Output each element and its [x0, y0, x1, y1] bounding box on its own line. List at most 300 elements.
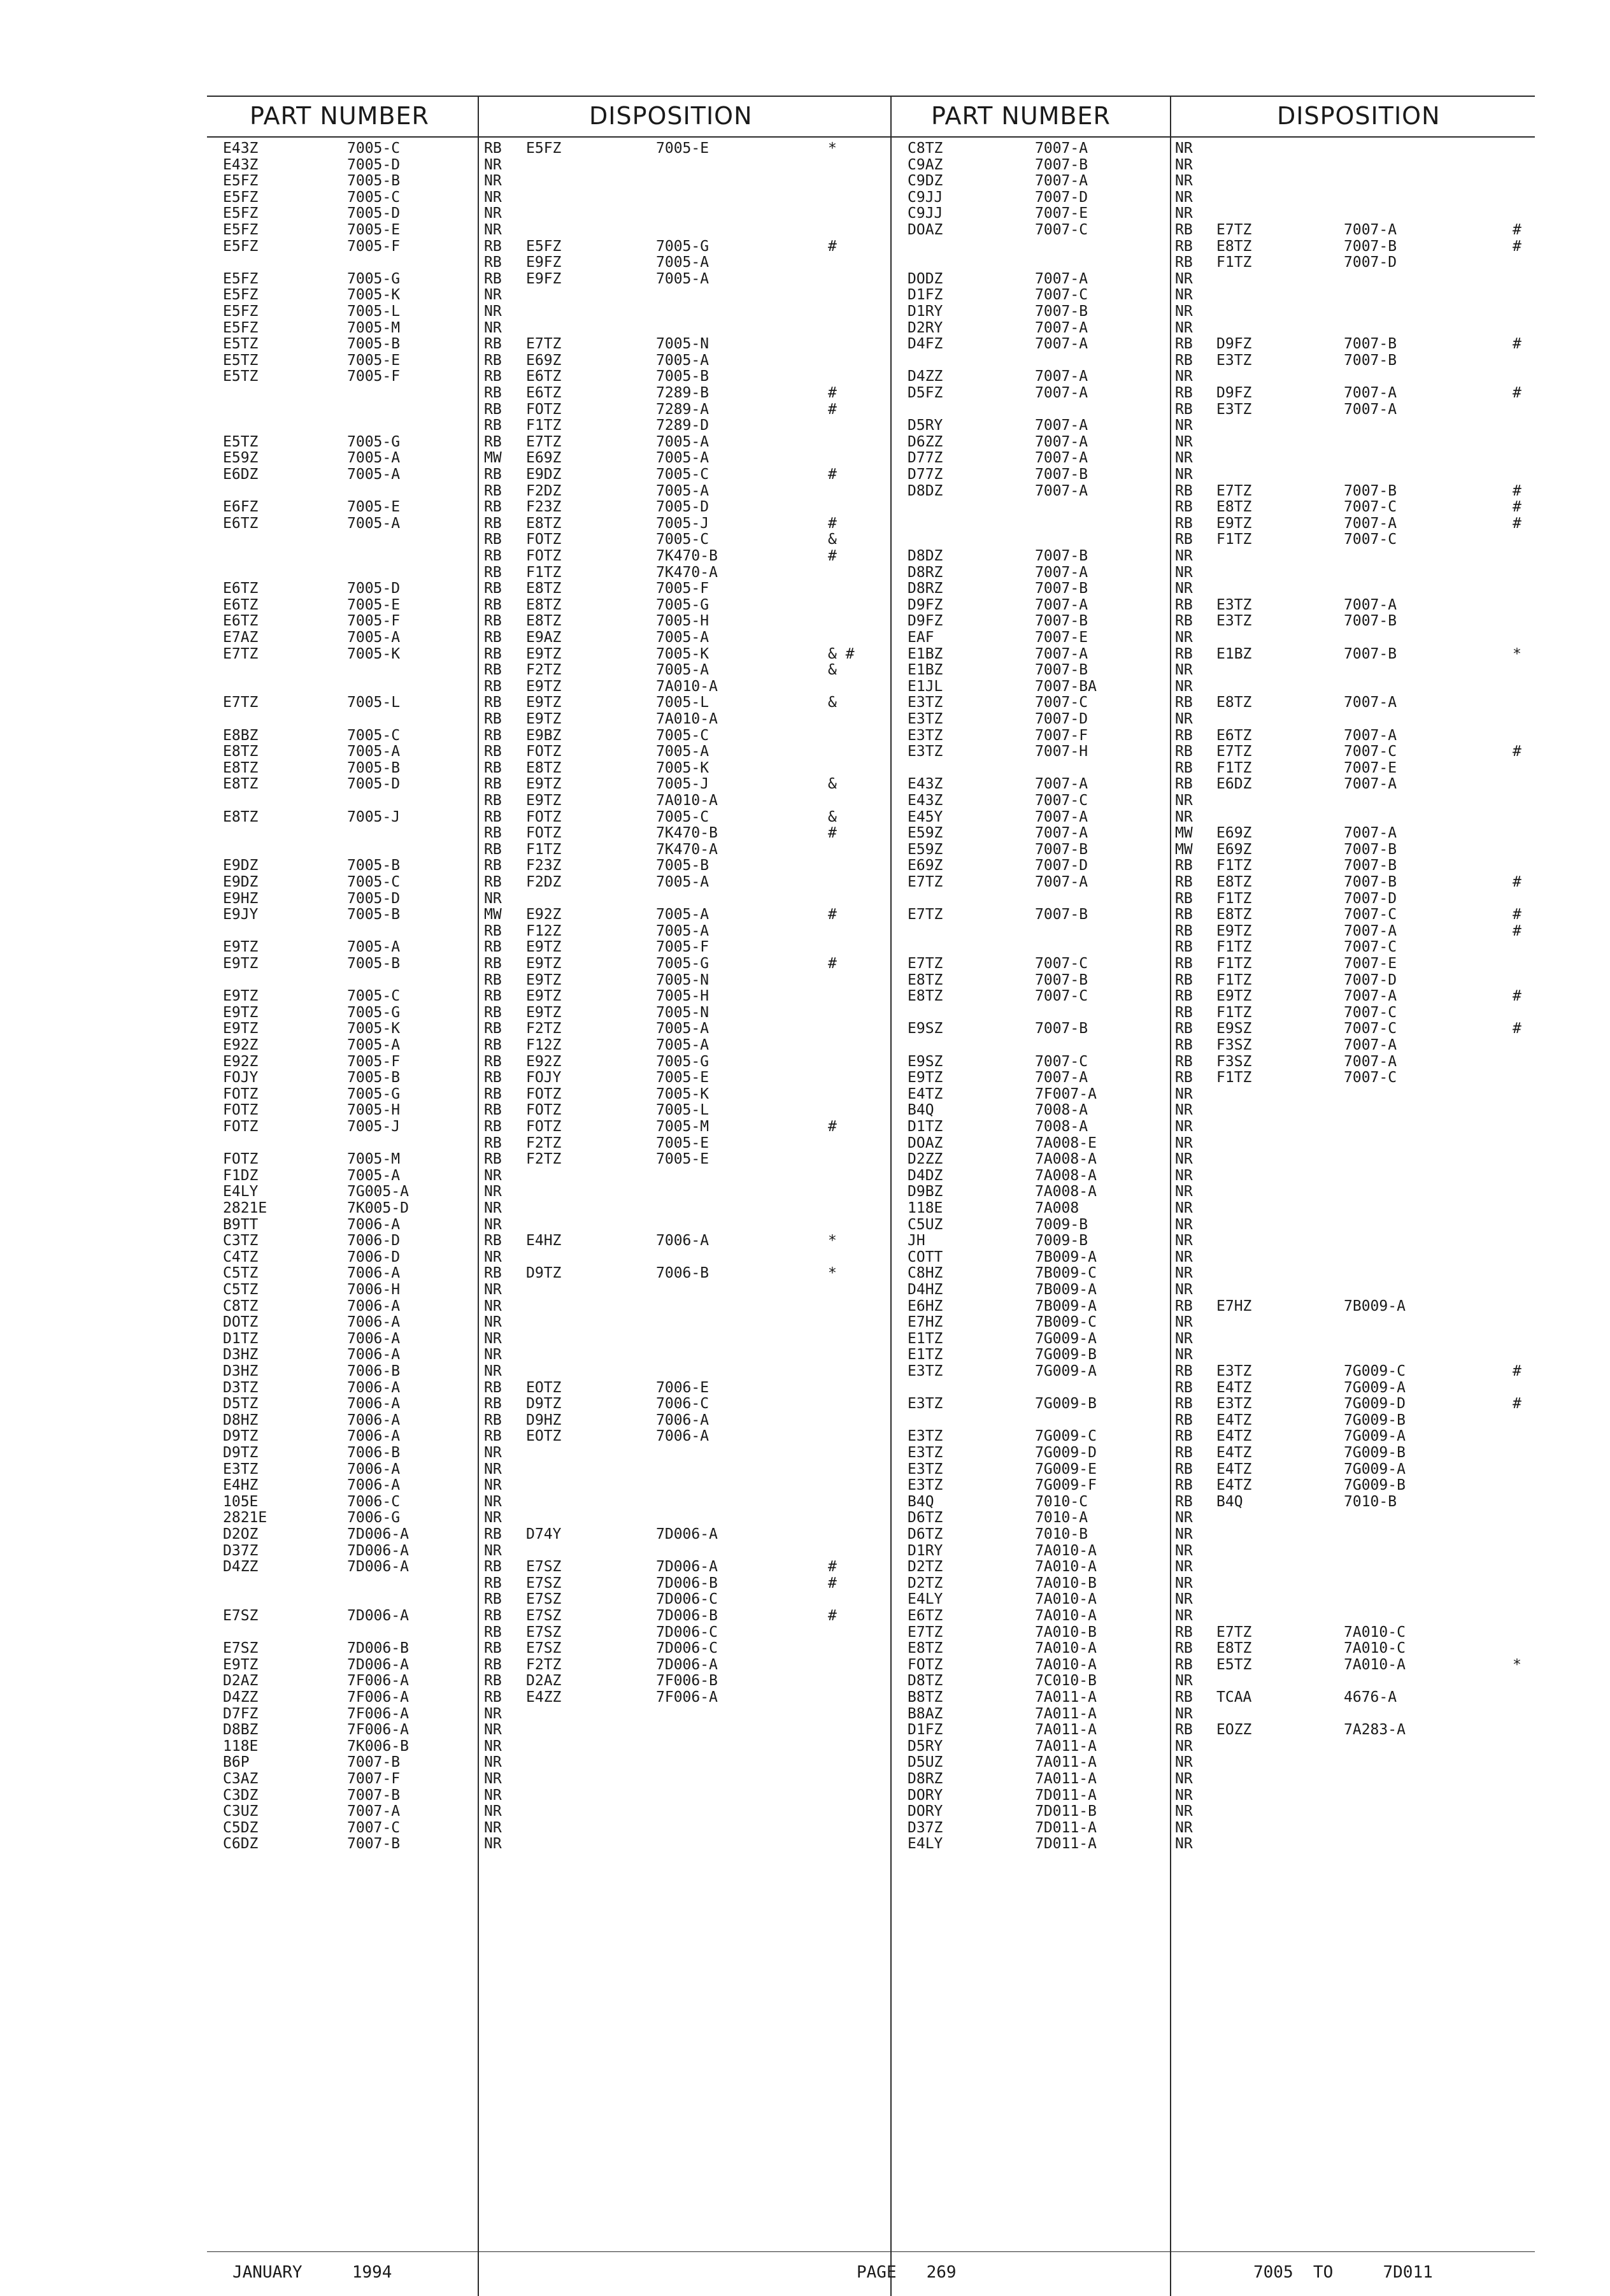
- table-row: [210, 157, 885, 173]
- part-suffix: 7005-A: [347, 1037, 401, 1053]
- part-suffix: 7005-K: [347, 1020, 401, 1037]
- part-number: E69Z: [908, 857, 943, 874]
- replacement-part: E5FZ: [526, 140, 562, 157]
- replacement-part: E69Z: [526, 450, 562, 467]
- replacement-suffix: 7005-A: [656, 1037, 709, 1053]
- part-suffix: 7008-A: [1035, 1102, 1088, 1119]
- part-suffix: 7G009-B: [1035, 1346, 1097, 1364]
- disposition-code: NR: [1175, 1118, 1193, 1135]
- disposition-code: NR: [1175, 1330, 1193, 1347]
- disposition-code: RB: [1175, 1460, 1193, 1478]
- replacement-suffix: 7005-F: [656, 580, 709, 597]
- replacement-part: E4TZ: [1216, 1477, 1252, 1494]
- part-number: C8HZ: [908, 1265, 943, 1282]
- disposition-code: NR: [484, 1493, 502, 1510]
- replacement-part: F23Z: [526, 857, 562, 874]
- replacement-part: E4HZ: [526, 1232, 562, 1250]
- part-suffix: 7007-A: [1035, 417, 1088, 434]
- part-number: D6TZ: [908, 1509, 943, 1527]
- replacement-part: F1TZ: [1216, 1069, 1252, 1087]
- part-suffix: 7007-A: [1035, 140, 1088, 157]
- part-suffix: 7007-C: [1035, 792, 1088, 809]
- table-row: [210, 1754, 885, 1771]
- disposition-code: RB: [484, 1069, 502, 1087]
- replacement-part: E4ZZ: [526, 1689, 562, 1706]
- replacement-suffix: 7005-A: [656, 482, 709, 499]
- table-row: [895, 222, 1538, 238]
- note-mark: #: [828, 825, 837, 842]
- part-number: E5FZ: [223, 287, 259, 304]
- disposition-code: RB: [484, 1689, 502, 1706]
- note-mark: #: [828, 401, 837, 418]
- replacement-part: FOTZ: [526, 548, 562, 564]
- part-number: E3TZ: [908, 1444, 943, 1461]
- part-number: E1JL: [908, 678, 943, 695]
- replacement-part: TCAA: [1216, 1689, 1252, 1706]
- replacement-suffix: 7A010-A: [1344, 1656, 1406, 1673]
- part-number: B6P: [223, 1754, 250, 1771]
- part-number: D4DZ: [908, 1167, 943, 1184]
- replacement-part: D9FZ: [1216, 385, 1252, 401]
- disposition-code: NR: [484, 1183, 502, 1201]
- table-row: [210, 678, 885, 695]
- part-number: C9DZ: [908, 173, 943, 190]
- replacement-suffix: 7005-A: [656, 270, 709, 287]
- disposition-code: RB: [484, 1395, 502, 1413]
- replacement-suffix: 7007-B: [1344, 352, 1397, 369]
- replacement-suffix: 7007-B: [1344, 613, 1397, 630]
- disposition-code: MW: [484, 906, 502, 923]
- part-suffix: 7005-K: [347, 645, 401, 662]
- part-suffix: 7006-H: [347, 1281, 401, 1298]
- part-suffix: 7005-D: [347, 580, 401, 597]
- table-row: [210, 1102, 885, 1118]
- replacement-part: E7SZ: [526, 1574, 562, 1592]
- part-number: E7TZ: [223, 694, 259, 711]
- replacement-suffix: 7007-A: [1344, 401, 1397, 418]
- part-number: E3TZ: [908, 1363, 943, 1380]
- part-suffix: 7007-B: [1035, 303, 1088, 320]
- table-row: [210, 613, 885, 629]
- part-number: B8AZ: [908, 1705, 943, 1722]
- part-suffix: 7006-A: [347, 1379, 401, 1396]
- disposition-code: NR: [484, 1771, 502, 1787]
- part-suffix: 7007-A: [1035, 173, 1088, 190]
- disposition-code: RB: [1175, 645, 1193, 662]
- disposition-code: NR: [484, 1297, 502, 1315]
- disposition-code: RB: [1175, 482, 1193, 499]
- part-suffix: 7D006-A: [347, 1526, 409, 1543]
- part-number: D6TZ: [908, 1526, 943, 1543]
- table-row: [210, 1738, 885, 1755]
- part-suffix: 7A010-A: [1035, 1640, 1097, 1657]
- part-number: 118E: [223, 1737, 259, 1755]
- replacement-suffix: 7A283-A: [1344, 1722, 1406, 1739]
- replacement-part: FOTZ: [526, 1118, 562, 1135]
- replacement-suffix: 7D006-A: [656, 1526, 718, 1543]
- part-number: DORY: [908, 1786, 943, 1804]
- replacement-part: E9TZ: [526, 1004, 562, 1021]
- part-suffix: 7D006-A: [347, 1542, 409, 1559]
- part-suffix: 7005-G: [347, 1085, 401, 1102]
- part-suffix: 7005-A: [347, 1167, 401, 1184]
- part-number: E6TZ: [223, 515, 259, 532]
- part-number: E8TZ: [223, 808, 259, 825]
- table-row: [210, 923, 885, 939]
- disposition-code: NR: [1175, 1167, 1193, 1184]
- table-row: [210, 287, 885, 303]
- disposition-code: RB: [484, 922, 502, 939]
- disposition-code: NR: [484, 189, 502, 206]
- part-suffix: 7006-D: [347, 1248, 401, 1266]
- table-row: [895, 483, 1538, 499]
- table-row: [895, 1657, 1538, 1673]
- table-row: [210, 1558, 885, 1575]
- table-row: [895, 988, 1538, 1004]
- replacement-suffix: 7007-C: [1344, 499, 1397, 516]
- replacement-suffix: 7A010-A: [656, 678, 718, 695]
- disposition-code: RB: [484, 759, 502, 776]
- disposition-code: NR: [1175, 711, 1193, 727]
- disposition-code: RB: [484, 971, 502, 988]
- table-row: [210, 1118, 885, 1135]
- table-row: [210, 890, 885, 907]
- replacement-suffix: 7007-A: [1344, 515, 1397, 532]
- part-number: E5FZ: [223, 189, 259, 206]
- disposition-code: RB: [484, 825, 502, 842]
- table-row: [210, 1575, 885, 1592]
- table-row: [210, 760, 885, 776]
- replacement-part: E9AZ: [526, 629, 562, 646]
- disposition-code: RB: [484, 531, 502, 548]
- disposition-code: NR: [484, 303, 502, 320]
- note-mark: &: [828, 776, 837, 793]
- part-number: C5DZ: [223, 1819, 259, 1836]
- part-number: C9AZ: [908, 156, 943, 173]
- replacement-suffix: 7007-C: [1344, 906, 1397, 923]
- part-number: E5FZ: [223, 270, 259, 287]
- disposition-code: NR: [484, 1281, 502, 1298]
- part-number: E1BZ: [908, 645, 943, 662]
- disposition-code: RB: [1175, 1037, 1193, 1053]
- part-suffix: 7C010-B: [1035, 1672, 1097, 1690]
- table-row: [895, 1689, 1538, 1706]
- table-row: [895, 841, 1538, 858]
- part-number: D9TZ: [223, 1444, 259, 1461]
- disposition-code: RB: [1175, 1493, 1193, 1510]
- disposition-code: RB: [484, 499, 502, 516]
- part-number: E7TZ: [908, 1623, 943, 1641]
- table-row: [210, 841, 885, 858]
- table-row: [210, 776, 885, 792]
- table-row: [210, 1444, 885, 1461]
- part-number: D3TZ: [223, 1379, 259, 1396]
- part-number: E3TZ: [223, 1460, 259, 1478]
- disposition-code: NR: [1175, 1836, 1193, 1853]
- replacement-part: FOTZ: [526, 531, 562, 548]
- replacement-part: E8TZ: [1216, 694, 1252, 711]
- part-number: E43Z: [223, 140, 259, 157]
- replacement-part: F1TZ: [1216, 531, 1252, 548]
- disposition-code: RB: [484, 857, 502, 874]
- replacement-part: FOTZ: [526, 401, 562, 418]
- table-row: [210, 906, 885, 923]
- table-row: [895, 189, 1538, 206]
- replacement-part: E7TZ: [526, 336, 562, 353]
- part-number: FOJY: [223, 1069, 259, 1087]
- replacement-suffix: 7005-M: [656, 1118, 709, 1135]
- part-number: D1FZ: [908, 287, 943, 304]
- part-number: DOAZ: [908, 1134, 943, 1152]
- replacement-part: E8TZ: [526, 759, 562, 776]
- part-suffix: 7006-A: [347, 1428, 401, 1445]
- disposition-code: NR: [1175, 1542, 1193, 1559]
- part-suffix: 7005-C: [347, 874, 401, 890]
- part-number: C4TZ: [223, 1248, 259, 1266]
- replacement-suffix: 7007-A: [1344, 385, 1397, 401]
- replacement-suffix: 7005-E: [656, 1069, 709, 1087]
- replacement-suffix: 7G009-A: [1344, 1379, 1406, 1396]
- disposition-code: RB: [484, 1574, 502, 1592]
- disposition-code: NR: [484, 890, 502, 907]
- replacement-part: FOTZ: [526, 743, 562, 760]
- replacement-suffix: 7005-A: [656, 874, 709, 890]
- replacement-suffix: 7D006-C: [656, 1640, 718, 1657]
- table-row: [895, 857, 1538, 874]
- part-suffix: 7006-A: [347, 1297, 401, 1315]
- note-mark: *: [1513, 1656, 1521, 1673]
- table-row: [210, 1494, 885, 1510]
- table-row: [895, 678, 1538, 695]
- disposition-header: DISPOSITION: [1277, 102, 1441, 130]
- part-suffix: 7D011-A: [1035, 1819, 1097, 1836]
- part-suffix: 7005-A: [347, 466, 401, 483]
- part-suffix: 7D006-A: [347, 1558, 409, 1576]
- note-mark: #: [1513, 988, 1521, 1005]
- replacement-suffix: 7D006-B: [656, 1574, 718, 1592]
- disposition-code: NR: [1175, 1216, 1193, 1233]
- replacement-suffix: 7005-J: [656, 776, 709, 793]
- part-number: D8HZ: [223, 1411, 259, 1429]
- disposition-code: NR: [1175, 417, 1193, 434]
- table-row: [210, 727, 885, 744]
- table-row: [210, 1657, 885, 1673]
- disposition-code: RB: [484, 254, 502, 271]
- part-suffix: 7007-B: [1035, 580, 1088, 597]
- disposition-code: RB: [484, 662, 502, 679]
- table-row: [895, 254, 1538, 271]
- part-number: E9DZ: [223, 857, 259, 874]
- disposition-code: NR: [484, 1722, 502, 1739]
- disposition-code: RB: [1175, 222, 1193, 238]
- table-row: [895, 1543, 1538, 1559]
- part-suffix: 7007-A: [1035, 1069, 1088, 1087]
- part-suffix: 7007-B: [1035, 156, 1088, 173]
- replacement-part: E3TZ: [1216, 1363, 1252, 1380]
- part-suffix: 7010-C: [1035, 1493, 1088, 1510]
- table-row: [210, 825, 885, 841]
- replacement-suffix: 7007-A: [1344, 222, 1397, 238]
- part-number: D4FZ: [908, 336, 943, 353]
- table-row: [210, 580, 885, 597]
- part-number: DODZ: [908, 270, 943, 287]
- disposition-code: NR: [484, 173, 502, 190]
- replacement-part: E3TZ: [1216, 352, 1252, 369]
- table-row: [895, 923, 1538, 939]
- table-row: [210, 515, 885, 532]
- table-row: [895, 303, 1538, 320]
- replacement-suffix: 7005-F: [656, 939, 709, 956]
- disposition-code: RB: [1175, 515, 1193, 532]
- disposition-code: NR: [1175, 466, 1193, 483]
- disposition-code: RB: [484, 1232, 502, 1250]
- table-row: [895, 1330, 1538, 1347]
- table-row: [210, 1281, 885, 1298]
- part-suffix: 7005-D: [347, 205, 401, 222]
- disposition-code: NR: [1175, 270, 1193, 287]
- part-number: E5TZ: [223, 352, 259, 369]
- replacement-part: E7HZ: [1216, 1297, 1252, 1315]
- part-suffix: 7A008-E: [1035, 1134, 1097, 1152]
- part-number: D5TZ: [223, 1395, 259, 1413]
- part-number: 2821E: [223, 1200, 267, 1216]
- replacement-suffix: 7005-A: [656, 352, 709, 369]
- part-suffix: 7F006-A: [347, 1672, 409, 1690]
- replacement-suffix: 7007-A: [1344, 1037, 1397, 1053]
- note-mark: *: [828, 140, 837, 157]
- part-number: D5RY: [908, 417, 943, 434]
- disposition-code: NR: [1175, 1558, 1193, 1576]
- table-row: [210, 874, 885, 890]
- table-row: [210, 271, 885, 287]
- part-suffix: 7G009-A: [1035, 1363, 1097, 1380]
- replacement-suffix: 7K470-A: [656, 841, 718, 858]
- replacement-part: E1BZ: [1216, 645, 1252, 662]
- disposition-code: RB: [484, 776, 502, 793]
- table-row: [210, 173, 885, 189]
- part-suffix: 7D011-A: [1035, 1836, 1097, 1853]
- part-number: D8DZ: [908, 548, 943, 564]
- replacement-suffix: 7F006-A: [656, 1689, 718, 1706]
- part-suffix: 7A010-A: [1035, 1591, 1097, 1608]
- part-suffix: 7006-A: [347, 1216, 401, 1233]
- replacement-suffix: 7007-A: [1344, 825, 1397, 842]
- disposition-code: RB: [484, 433, 502, 450]
- table-row: [895, 760, 1538, 776]
- table-row: [210, 1624, 885, 1641]
- disposition-code: RB: [484, 874, 502, 890]
- replacement-part: F2TZ: [526, 1134, 562, 1152]
- table-row: [210, 189, 885, 206]
- disposition-code: NR: [484, 1200, 502, 1216]
- note-mark: #: [1513, 922, 1521, 939]
- replacement-part: E8TZ: [526, 596, 562, 613]
- part-number: E7TZ: [908, 955, 943, 972]
- part-suffix: 7A011-A: [1035, 1754, 1097, 1771]
- part-number: E9SZ: [908, 1020, 943, 1037]
- part-suffix: 7005-A: [347, 939, 401, 956]
- table-row: [895, 825, 1538, 841]
- disposition-code: RB: [1175, 1444, 1193, 1461]
- replacement-suffix: 7005-A: [656, 922, 709, 939]
- table-row: [895, 874, 1538, 890]
- replacement-suffix: 7G009-B: [1344, 1444, 1406, 1461]
- part-number: E1TZ: [908, 1330, 943, 1347]
- part-suffix: 7A010-A: [1035, 1542, 1097, 1559]
- part-suffix: 7007-A: [1035, 319, 1088, 336]
- part-suffix: 7005-K: [347, 287, 401, 304]
- table-row: [210, 743, 885, 760]
- table-row: [895, 1558, 1538, 1575]
- replacement-part: E3TZ: [1216, 401, 1252, 418]
- replacement-suffix: 7006-A: [656, 1428, 709, 1445]
- table-row: [895, 1509, 1538, 1526]
- replacement-part: FOTZ: [526, 1085, 562, 1102]
- disposition-code: NR: [484, 1346, 502, 1364]
- replacement-part: F2TZ: [526, 1020, 562, 1037]
- disposition-code: NR: [484, 156, 502, 173]
- part-number: C5UZ: [908, 1216, 943, 1233]
- replacement-suffix: 7D006-C: [656, 1591, 718, 1608]
- table-row: [210, 336, 885, 352]
- replacement-part: FOJY: [526, 1069, 562, 1087]
- replacement-part: E9BZ: [526, 727, 562, 744]
- table-row: [210, 205, 885, 222]
- part-number: E3TZ: [908, 1395, 943, 1413]
- table-row: [210, 1395, 885, 1412]
- table-row: [210, 450, 885, 466]
- disposition-code: RB: [1175, 1477, 1193, 1494]
- disposition-code: NR: [1175, 1754, 1193, 1771]
- disposition-code: NR: [1175, 189, 1193, 206]
- replacement-part: E9TZ: [1216, 922, 1252, 939]
- replacement-part: D2AZ: [526, 1672, 562, 1690]
- table-row: [210, 1591, 885, 1608]
- table-row: [895, 1494, 1538, 1510]
- replacement-part: E5TZ: [1216, 1656, 1252, 1673]
- part-number: D2AZ: [223, 1672, 259, 1690]
- table-row: [210, 499, 885, 515]
- part-number: E5FZ: [223, 319, 259, 336]
- part-suffix: 7008-A: [1035, 1118, 1088, 1135]
- replacement-suffix: 7005-C: [656, 727, 709, 744]
- part-number: E6TZ: [908, 1608, 943, 1624]
- table-row: [895, 1135, 1538, 1152]
- disposition-code: NR: [1175, 1134, 1193, 1152]
- part-suffix: 7D006-B: [347, 1640, 409, 1657]
- disposition-code: RB: [1175, 955, 1193, 972]
- part-suffix: 7007-A: [1035, 808, 1088, 825]
- part-number: E7TZ: [908, 874, 943, 890]
- disposition-code: RB: [484, 1085, 502, 1102]
- disposition-code: MW: [1175, 841, 1193, 858]
- replacement-suffix: 7005-G: [656, 238, 709, 255]
- disposition-code: RB: [1175, 694, 1193, 711]
- part-suffix: 7005-E: [347, 222, 401, 238]
- note-mark: & #: [828, 645, 855, 662]
- disposition-code: NR: [1175, 319, 1193, 336]
- disposition-code: RB: [1175, 1623, 1193, 1641]
- table-row: [895, 1363, 1538, 1380]
- replacement-part: F2DZ: [526, 874, 562, 890]
- disposition-code: RB: [1175, 499, 1193, 516]
- replacement-suffix: 7289-A: [656, 401, 709, 418]
- replacement-part: F1TZ: [1216, 971, 1252, 988]
- disposition-code: RB: [484, 564, 502, 581]
- table-row: [895, 776, 1538, 792]
- replacement-part: B4Q: [1216, 1493, 1243, 1510]
- replacement-suffix: 7005-A: [656, 662, 709, 679]
